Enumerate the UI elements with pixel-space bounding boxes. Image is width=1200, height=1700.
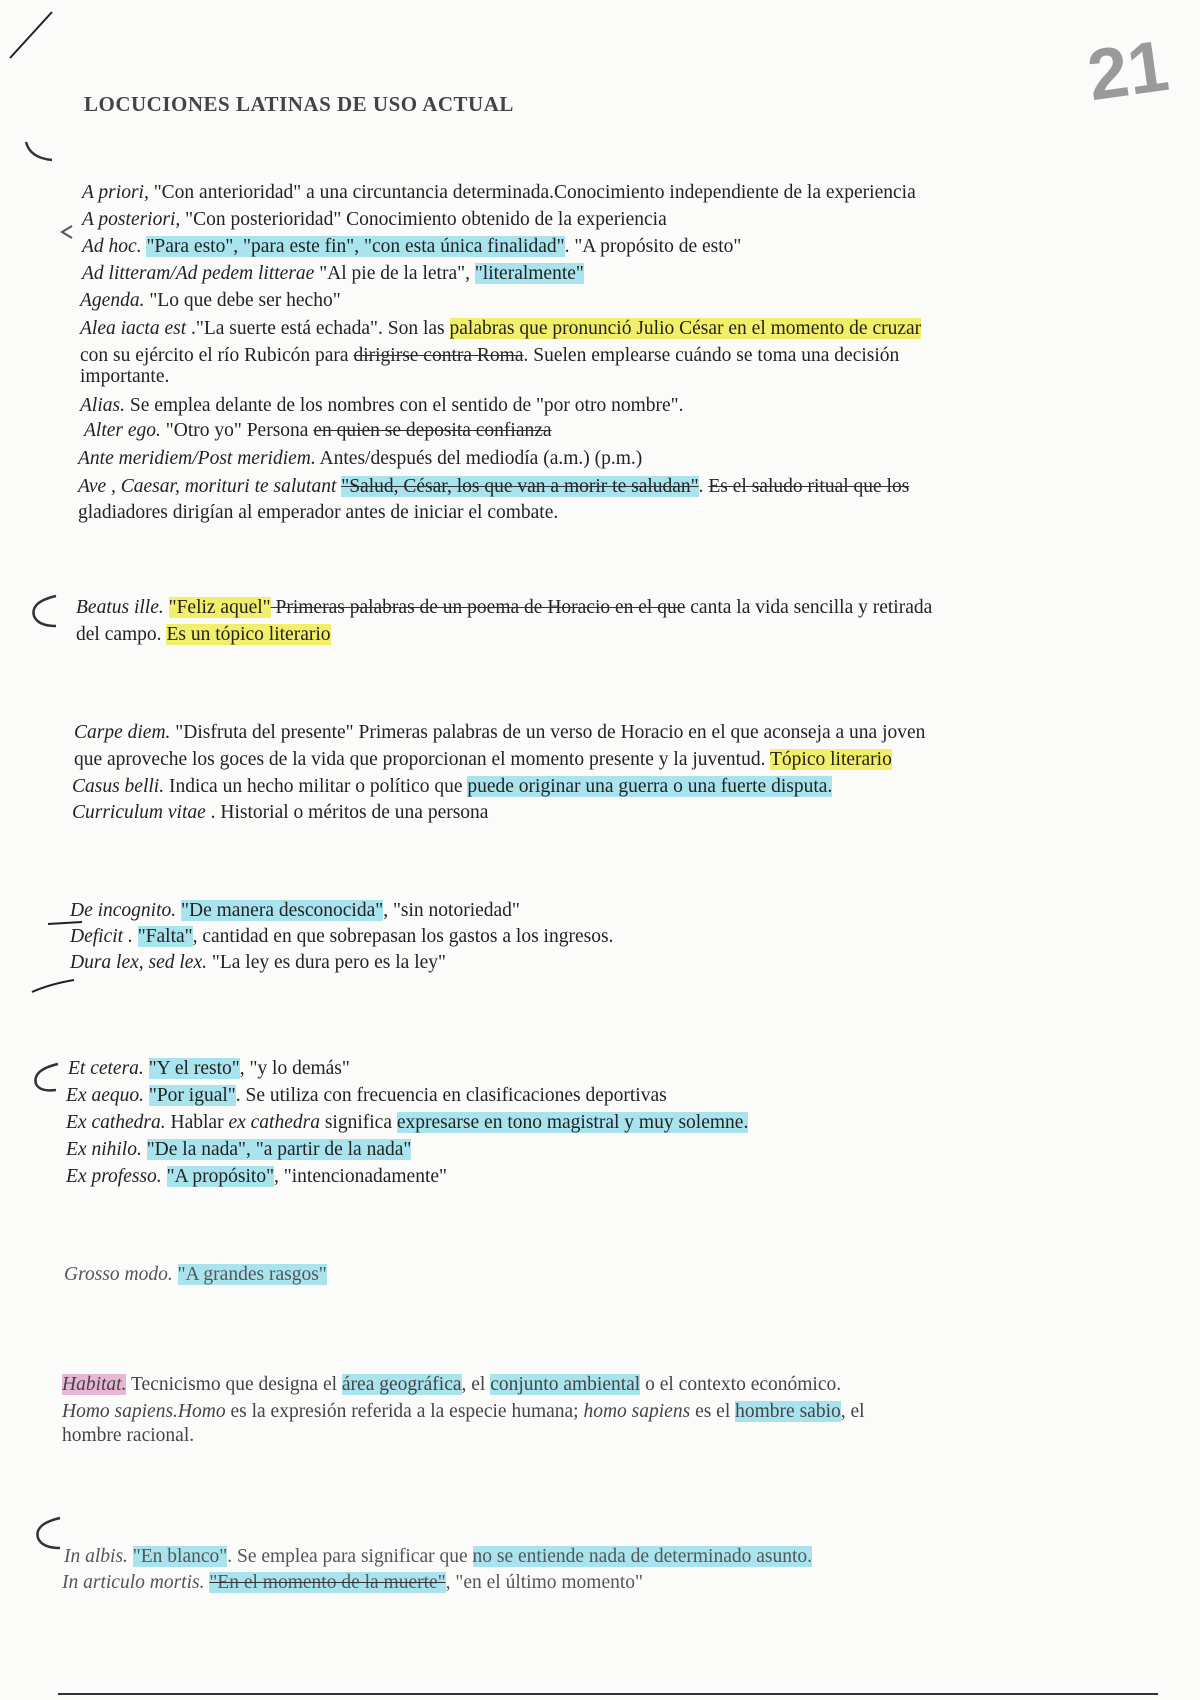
entry-in-albis <box>64 1544 812 1570</box>
entry-text <box>162 1166 167 1187</box>
entry-term: Alias. <box>80 395 125 416</box>
entry-term: Beatus ille. <box>76 597 164 618</box>
entry-term: Carpe diem. <box>74 722 171 743</box>
entry-beatus-ille-line2 <box>76 622 331 648</box>
entry-term: Ex nihilo. <box>66 1139 142 1160</box>
entry-text: gladiadores dirigían al emperador antes de iniciar el combate. <box>78 502 559 523</box>
entry-text <box>173 1264 178 1285</box>
bracket-mark-a <box>20 138 60 168</box>
entry-text: con su ejército el río Rubicón para <box>80 345 354 366</box>
entry-alias <box>80 393 684 419</box>
entry-ex-nihilo <box>66 1137 411 1163</box>
entry-term: Casus belli. <box>72 776 165 797</box>
highlight-blue: expresarse en tono magistral y muy solemne. <box>396 1112 749 1133</box>
entry-homo-sapiens <box>62 1399 865 1425</box>
entry-ex-professo <box>66 1164 447 1190</box>
highlight-blue: "Para esto", "para este fin", "con esta única finalidad" <box>146 236 565 257</box>
highlight-blue: "En blanco" <box>132 1546 228 1567</box>
entry-text: o el contexto económico. <box>640 1374 842 1395</box>
entry-beatus-ille <box>76 595 932 621</box>
entry-curriculum-vitae <box>72 800 488 826</box>
entry-alea-iacta-est <box>80 316 921 342</box>
strikethrough-text: dirigirse contra Roma <box>353 345 524 366</box>
entry-alea-iacta-est-line2 <box>80 343 899 369</box>
entry-text: , cantidad en que sobrepasan los gastos a los ingresos. <box>192 926 614 947</box>
page-bottom-rule <box>58 1693 1158 1695</box>
entry-text: del campo. <box>76 624 167 645</box>
entry-ex-cathedra <box>66 1110 748 1136</box>
entry-alea-iacta-est-line3 <box>80 364 169 390</box>
strikethrough-text: en quien se deposita confianza <box>313 420 552 441</box>
entry-text: canta la vida sencilla y retirada <box>685 597 933 618</box>
entry-term: Ex cathedra. <box>66 1112 166 1133</box>
strikethrough-text: Primeras palabras de un poema de Horacio en el que <box>270 597 686 618</box>
highlight-yellow: Tópico literario <box>770 749 892 770</box>
entry-ad-litteram <box>82 261 584 287</box>
entry-term: Agenda. <box>80 290 145 311</box>
highlight-yellow: Es un tópico literario <box>166 624 331 645</box>
entry-text: . "A propósito de esto" <box>564 236 742 257</box>
entry-term: Homo sapiens.Homo <box>62 1401 226 1422</box>
entry-text: "Otro yo" Persona <box>160 420 314 441</box>
entry-text: , "y lo demás" <box>239 1058 350 1079</box>
entry-ex-aequo <box>66 1083 667 1109</box>
bracket-mark-b <box>24 592 64 632</box>
entry-text: "Lo que debe ser hecho" <box>144 290 341 311</box>
entry-text: "Al pie de la letra", <box>314 263 475 284</box>
entry-a-posteriori <box>82 207 667 233</box>
highlight-blue: área geográfica <box>341 1374 462 1395</box>
entry-et-cetera <box>68 1056 350 1082</box>
highlight-blue: "literalmente" <box>474 263 584 284</box>
entry-text: , el <box>840 1401 865 1422</box>
entry-de-incognito <box>70 898 520 924</box>
entry-text <box>142 1139 147 1160</box>
entry-text: . <box>698 476 709 497</box>
entry-text <box>164 597 169 618</box>
entry-term: In articulo mortis. <box>62 1572 205 1593</box>
entry-term: De incognito. <box>70 900 177 921</box>
entry-in-articulo-mortis <box>62 1570 643 1596</box>
highlight-blue: "Y el resto" <box>148 1058 240 1079</box>
entry-term: Grosso modo. <box>64 1264 173 1285</box>
strikethrough-text: Es el saludo ritual que los <box>708 476 910 497</box>
entry-text: , "sin notoriedad" <box>383 900 520 921</box>
highlight-blue: conjunto ambiental <box>490 1374 641 1395</box>
pen-stroke-top-left <box>0 0 80 80</box>
highlight-blue: "Falta" <box>137 926 193 947</box>
entry-term-inline: ex cathedra <box>228 1112 320 1133</box>
entry-text: "La ley es dura pero es la ley" <box>207 952 446 973</box>
entry-text: hombre racional. <box>62 1425 195 1446</box>
highlight-blue: "A propósito" <box>166 1166 275 1187</box>
page-number: 21 <box>1082 25 1174 117</box>
entry-homo-sapiens-line2 <box>62 1423 194 1449</box>
entry-term: Dura lex, sed lex. <box>70 952 207 973</box>
entry-ave-caesar-line2 <box>78 500 558 526</box>
entry-text: , "intencionadamente" <box>274 1166 447 1187</box>
entry-text <box>133 926 138 947</box>
entry-term: Et cetera. <box>68 1058 144 1079</box>
entry-text: importante. <box>80 366 170 387</box>
highlight-yellow: palabras que pronunció Julio César en el momento de cruzar <box>449 318 922 339</box>
entry-term: Ad litteram/Ad pedem litterae <box>82 263 315 284</box>
entry-carpe-diem <box>74 720 925 746</box>
entry-ad-hoc <box>82 234 741 260</box>
entry-text: ."La suerte está echada". Son las <box>186 318 450 339</box>
entry-text: "Disfruta del presente" Primeras palabras de un verso de Horacio en el que aconseja a una joven <box>170 722 926 743</box>
entry-text: "Con anterioridad" a una circuntancia determinada.Conocimiento independiente de la experiencia <box>148 182 916 203</box>
page-title: LOCUCIONES LATINAS DE USO ACTUAL <box>84 92 514 116</box>
highlight-blue: hombre sabio <box>735 1401 841 1422</box>
entry-term: A priori, <box>82 182 149 203</box>
highlight-blue: "De manera desconocida" <box>181 900 384 921</box>
entry-text: es el <box>690 1401 736 1422</box>
arrow-mark-adhoc <box>56 222 80 242</box>
entry-term: A posteriori, <box>82 209 181 230</box>
entry-term: Deficit . <box>70 926 133 947</box>
entry-text <box>144 1058 149 1079</box>
highlight-blue: "Por igual" <box>148 1085 236 1106</box>
entry-term: Curriculum vitae <box>72 802 206 823</box>
entry-term: Ante meridiem/Post meridiem. <box>78 448 316 469</box>
entry-text: . Se utiliza con frecuencia en clasificaciones deportivas <box>235 1085 667 1106</box>
entry-deficit <box>70 924 613 950</box>
bracket-mark-d <box>28 1514 68 1554</box>
highlight-pink: Habitat. <box>62 1374 127 1395</box>
entry-text: Tecnicismo que designa el <box>126 1374 342 1395</box>
highlight-blue: "De la nada", "a partir de la nada" <box>146 1139 412 1160</box>
entry-ave-caesar <box>78 474 909 500</box>
entry-term: Ex professo. <box>66 1166 162 1187</box>
entry-agenda <box>80 288 341 314</box>
entry-term: Ave , Caesar, morituri te salutant <box>78 476 337 497</box>
entry-carpe-diem-line2 <box>74 747 892 773</box>
entry-term: Ad hoc. <box>82 236 142 257</box>
entry-text: Indica un hecho militar o político que <box>164 776 468 797</box>
entry-text: "Con posterioridad" Conocimiento obtenido de la experiencia <box>180 209 667 230</box>
entry-text: , el <box>461 1374 491 1395</box>
entry-text: Hablar <box>165 1112 229 1133</box>
entry-text: , "en el último momento" <box>445 1572 644 1593</box>
highlight-blue: puede originar una guerra o una fuerte disputa. <box>467 776 833 797</box>
entry-text: significa <box>319 1112 397 1133</box>
entry-term: Ex aequo. <box>66 1085 144 1106</box>
entry-text: Se emplea delante de los nombres con el sentido de "por otro nombre". <box>124 395 684 416</box>
entry-dura-lex <box>70 950 446 976</box>
highlight-blue: "A grandes rasgos" <box>177 1264 327 1285</box>
highlight-blue: "Salud, César, los que van a morir te saludan" <box>341 476 699 497</box>
entry-text: que aproveche los goces de la vida que proporcionan el momento presente y la juventud. <box>74 749 771 770</box>
highlight-blue: "En el momento de la muerte" <box>209 1572 446 1593</box>
entry-a-priori <box>82 180 916 206</box>
entry-alter-ego <box>84 418 552 444</box>
entry-casus-belli <box>72 774 832 800</box>
entry-term-inline: homo sapiens <box>583 1401 691 1422</box>
entry-text: es la expresión referida a la especie humana; <box>225 1401 584 1422</box>
entry-term: Alea iacta est <box>80 318 187 339</box>
entry-text: Antes/después del mediodía (a.m.) (p.m.) <box>315 448 643 469</box>
entry-term: Alter ego. <box>84 420 161 441</box>
entry-term: In albis. <box>64 1546 128 1567</box>
entry-habitat <box>62 1372 841 1398</box>
entry-text: . Suelen emplearse cuándo se toma una decisión <box>523 345 900 366</box>
bracket-mark-c <box>26 1060 66 1100</box>
entry-ante-meridiem <box>78 446 642 472</box>
highlight-yellow: "Feliz aquel" <box>168 597 271 618</box>
entry-text: . Historial o méritos de una persona <box>205 802 489 823</box>
entry-text: . Se emplea para significar que <box>227 1546 473 1567</box>
entry-grosso-modo <box>64 1262 327 1288</box>
highlight-blue: no se entiende nada de determinado asunto. <box>472 1546 813 1567</box>
